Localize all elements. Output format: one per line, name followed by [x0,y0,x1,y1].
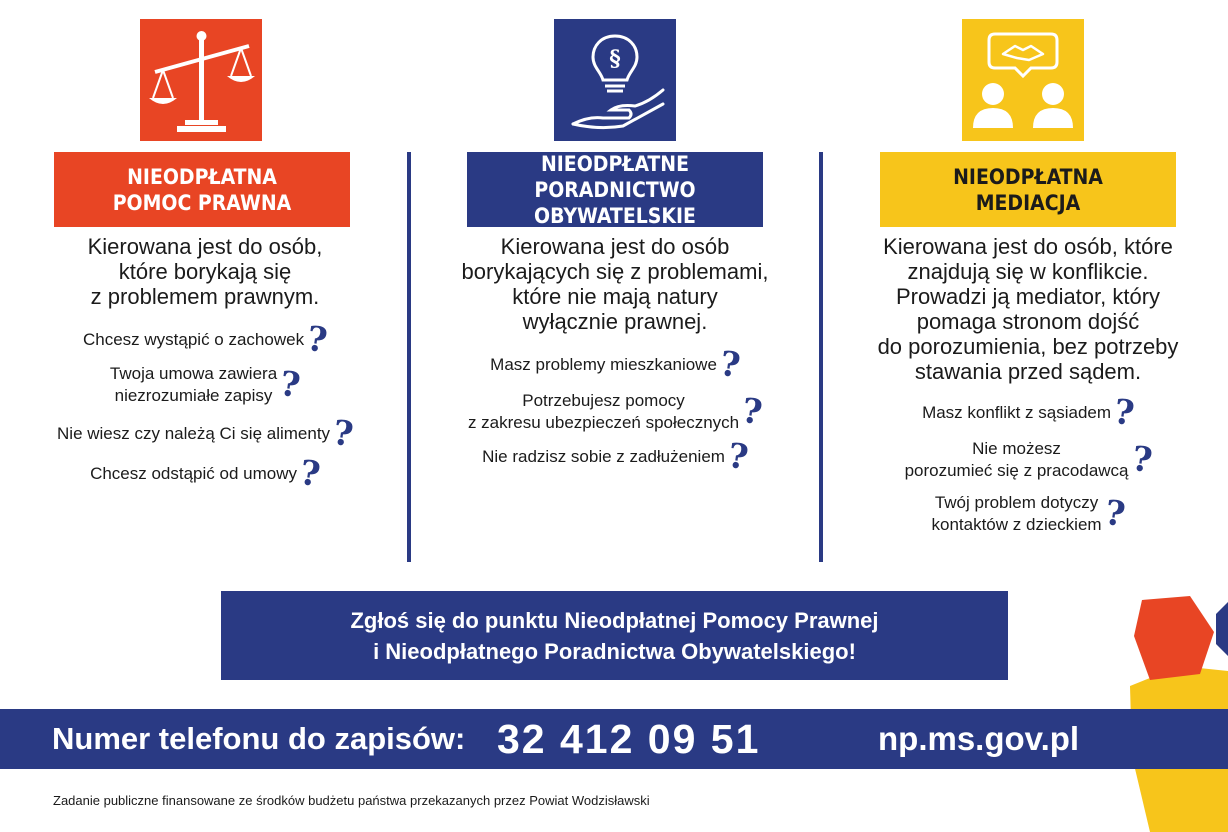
question-mark-icon: ? [1111,391,1137,435]
question-item [57,412,356,456]
desc-line: do porozumienia, bez potrzeby [877,334,1179,359]
phone-label: Numer telefonu do zapisów: [52,721,466,756]
svg-text:§: § [609,46,621,72]
question-text: Twój problem dotyczy [934,493,1099,512]
red-hexagon [1134,596,1214,680]
lightbulb-paragraph-hand-icon [559,24,671,136]
desc-line: które nie mają natury [512,284,718,309]
question-mark-icon: ? [304,318,330,362]
question-item [931,492,1128,536]
question-item [922,391,1137,435]
legal-aid-title-line1: NIEODPŁATNA [127,164,277,189]
question-mark-icon: ? [1128,438,1155,482]
question-text: kontaktów z dzieckiem [931,515,1102,534]
desc-line: Kierowana jest do osób [500,234,730,259]
question-text: Potrzebujesz pomocy [522,391,685,410]
question-text: Nie możesz [972,439,1061,458]
question-item [904,438,1155,482]
question-text: Masz problemy mieszkaniowe [490,355,717,374]
question-mark-icon: ? [725,435,751,479]
question-text: Nie radzisz sobie z zadłużeniem [482,447,725,466]
mediation-icon-box [962,19,1084,141]
question-text: Chcesz odstąpić od umowy [90,464,297,483]
civic-advice-title-line1: NIEODPŁATNE [540,151,690,176]
phone-number[interactable]: 32 412 09 51 [497,716,761,762]
question-mark-icon: ? [330,412,356,456]
question-mark-icon: ? [1101,492,1128,536]
question-mark-icon: ? [297,452,323,496]
desc-line: Kierowana jest do osób, które [883,234,1173,259]
legal-aid-description [88,234,323,309]
website-link[interactable]: np.ms.gov.pl [878,720,1080,757]
question-text: porozumieć się z pracodawcą [904,461,1129,480]
legal-aid-header [54,152,350,227]
mediation-header [880,152,1176,227]
desc-line: z problemem prawnym. [90,284,320,309]
desc-line: stawania przed sądem. [914,359,1142,384]
desc-line: wyłącznie prawnej. [522,309,708,334]
desc-line: pomaga stronom dojść [916,309,1140,334]
question-item [90,452,323,496]
question-item [82,318,330,362]
scales-icon [145,24,257,136]
mediation-title-line2: MEDIACJA [975,190,1081,215]
question-item [482,435,751,479]
funding-note: Zadanie publiczne finansowane ze środków budżetu państwa przekazanych przez Powiat Wodzisławski [53,793,650,808]
legal-aid-icon-box [140,19,262,141]
civic-advice-title-line2: PORADNICTWO OBYWATELSKIE [534,177,696,228]
mediation-people-handshake-icon [967,24,1079,136]
desc-line: Prowadzi ją mediator, który [895,284,1161,309]
question-text: Nie wiesz czy należą Ci się alimenty [57,424,331,443]
mediation-description [878,234,1179,384]
desc-line: Kierowana jest do osób, [87,234,323,259]
civic-advice-header [467,152,763,227]
civic-advice-icon-box [554,19,676,141]
column-divider [407,152,411,562]
question-mark-icon: ? [739,390,765,434]
question-item [109,363,303,407]
navy-hexagon [1216,602,1228,656]
mediation-column [860,234,1196,536]
question-mark-icon: ? [717,343,743,387]
civic-advice-description [462,234,769,334]
legal-aid-column [40,234,370,496]
desc-line: borykających się z problemami, [461,259,769,284]
question-text: Chcesz wystąpić o zachowek [82,330,305,349]
cta-line1: Zgłoś się do punktu Nieodpłatnej Pomocy Prawnej [350,607,879,633]
question-item [490,343,743,387]
question-text: Masz konflikt z sąsiadem [922,403,1112,422]
cta-line2: i Nieodpłatnego Poradnictwa Obywatelskiego! [373,638,856,664]
call-to-action-banner [221,591,1008,680]
question-text: Twoja umowa zawiera [109,364,278,383]
desc-line: znajdują się w konflikcie. [907,259,1149,284]
question-item [467,390,765,434]
mediation-title-line1: NIEODPŁATNA [953,164,1103,189]
desc-line: które borykają się [118,259,292,284]
question-mark-icon: ? [277,363,303,407]
column-divider [819,152,823,562]
question-text: z zakresu ubezpieczeń społecznych [467,413,740,432]
civic-advice-column [445,234,785,479]
phone-bar [0,709,1228,769]
legal-aid-title-line2: POMOC PRAWNA [112,190,292,215]
question-text: niezrozumiałe zapisy [114,386,273,405]
